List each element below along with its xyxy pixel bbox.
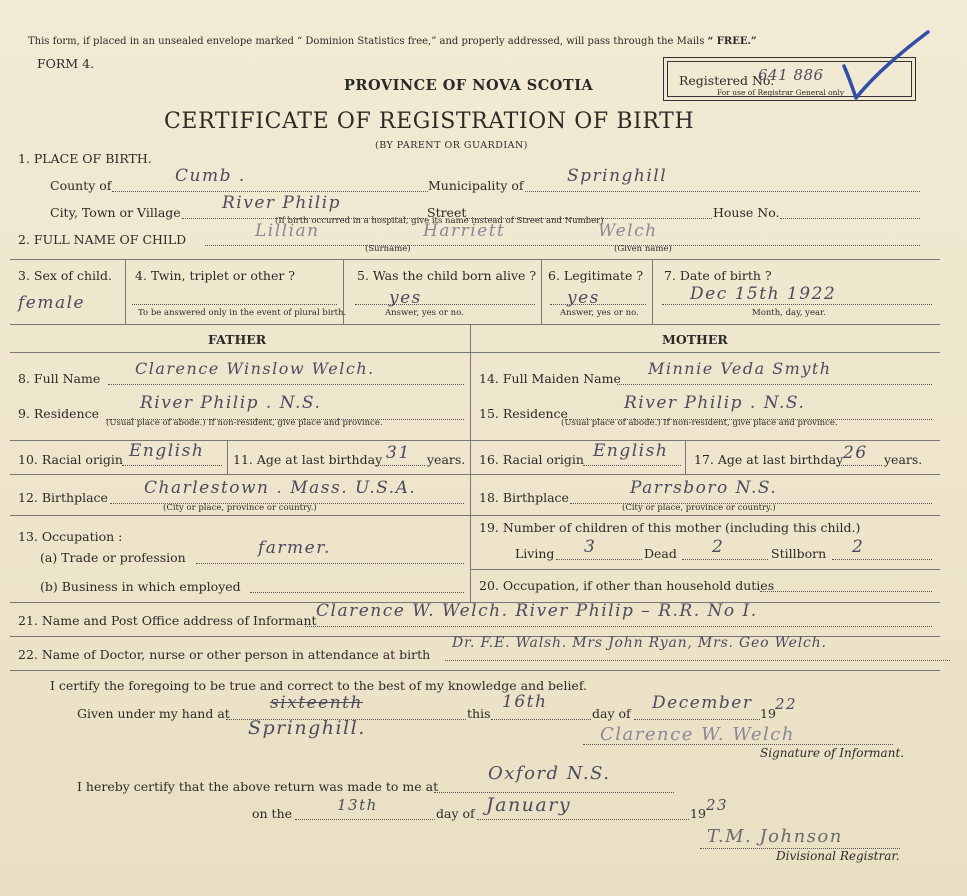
occupation-label: 13. Occupation : xyxy=(18,529,123,544)
registrar-use-note: For use of Registrar General only xyxy=(717,88,845,97)
registration-month-value: January xyxy=(486,794,572,816)
hospital-note: (If birth occurred in a hospital, give its name instead of Street and Number) xyxy=(275,216,604,226)
child-name-label: 2. FULL NAME OF CHILD xyxy=(18,232,187,247)
given-place-value: Springhill. xyxy=(248,717,366,739)
mother-birthplace-note: (City or place, province or country.) xyxy=(622,503,776,513)
father-age-label: 11. Age at last birthday xyxy=(233,452,383,467)
doctor-label: 22. Name of Doctor, nurse or other person in attendance at birth xyxy=(18,647,431,662)
child-surname: Welch xyxy=(598,221,658,241)
certify-statement: I certify the foregoing to be true and correct to the best of my knowledge and belief. xyxy=(50,678,587,693)
legitimate-note: Answer, yes or no. xyxy=(560,308,639,318)
father-heading: FATHER xyxy=(208,332,267,347)
mail-notice-free: “ FREE.” xyxy=(707,36,757,47)
informant-signature: Clarence W. Welch xyxy=(600,724,795,745)
form-number: FORM 4. xyxy=(37,56,95,71)
municipality-value: Springhill xyxy=(567,166,668,186)
father-years: years. xyxy=(427,452,466,467)
mother-residence-value: River Philip . N.S. xyxy=(624,393,806,413)
sex-label: 3. Sex of child. xyxy=(18,268,113,283)
mother-name-value: Minnie Veda Smyth xyxy=(648,359,832,378)
informant-label: 21. Name and Post Office address of Informant xyxy=(18,613,317,628)
children-count-label: 19. Number of children of this mother (including this child.) xyxy=(479,520,861,535)
dob-label: 7. Date of birth ? xyxy=(664,268,772,283)
father-birthplace-value: Charlestown . Mass. U.S.A. xyxy=(144,478,417,498)
county-label: County of xyxy=(50,178,112,193)
surname-caption: (Surname) xyxy=(365,244,411,254)
father-name-label: 8. Full Name xyxy=(18,371,101,386)
legitimate-label: 6. Legitimate ? xyxy=(548,268,644,283)
alive-note: Answer, yes or no. xyxy=(385,308,464,318)
registrar-caption: Divisional Registrar. xyxy=(776,849,900,863)
this-label: this xyxy=(467,706,491,721)
sex-value: female xyxy=(18,293,86,313)
day-of-label-2: day of xyxy=(436,806,475,821)
living-label: Living xyxy=(515,546,555,561)
registrar-signature: T.M. Johnson xyxy=(707,826,843,847)
given-name-caption: (Given name) xyxy=(614,244,672,254)
mother-occupation-label: 20. Occupation, if other than household duties xyxy=(479,578,775,593)
stillborn-value: 2 xyxy=(852,537,865,557)
mother-birthplace-value: Parrsboro N.S. xyxy=(630,478,778,498)
father-residence-label: 9. Residence xyxy=(18,406,99,421)
legitimate-value: yes xyxy=(567,288,600,308)
given-struck-word: sixteenth xyxy=(270,693,363,713)
mail-notice-text: This form, if placed in an unsealed envelope marked “ Dominion Statistics free,” and properly addressed, will pass through the Mails xyxy=(28,36,705,47)
living-value: 3 xyxy=(584,537,597,557)
city-value: River Philip xyxy=(222,193,342,213)
mother-racial-value: English xyxy=(593,441,669,461)
county-value: Cumb . xyxy=(175,166,246,186)
house-label: House No. xyxy=(713,205,780,220)
registrar-place-value: Oxford N.S. xyxy=(488,763,611,784)
trade-label: (a) Trade or profession xyxy=(40,550,186,565)
registration-day-value: 13th xyxy=(337,796,378,814)
business-label: (b) Business in which employed xyxy=(40,579,241,594)
registrar-statement: I hereby certify that the above return was made to me at xyxy=(77,779,439,794)
father-residence-value: River Philip . N.S. xyxy=(140,393,322,413)
day-of-label: day of xyxy=(592,706,631,721)
mail-notice xyxy=(28,36,757,47)
mother-birthplace-label: 18. Birthplace xyxy=(479,490,569,505)
mother-heading: MOTHER xyxy=(662,332,728,347)
registration-year-value: 23 xyxy=(706,796,729,814)
year-prefix: 19 xyxy=(760,706,776,721)
father-birthplace-note: (City or place, province or country.) xyxy=(163,503,317,513)
on-the-label: on the xyxy=(252,806,293,821)
father-residence-note: (Usual place of abode.) If non-resident, give place and province. xyxy=(106,418,383,428)
child-given-name: Lillian xyxy=(255,221,320,241)
street-label: Street xyxy=(427,205,467,220)
stillborn-label: Stillborn xyxy=(771,546,827,561)
trade-value: farmer. xyxy=(258,538,331,558)
page-title: CERTIFICATE OF REGISTRATION OF BIRTH xyxy=(164,109,695,134)
registration-year-prefix: 19 xyxy=(690,806,706,821)
father-racial-value: English xyxy=(129,441,205,461)
mother-name-label: 14. Full Maiden Name xyxy=(479,371,621,386)
province-heading: PROVINCE OF NOVA SCOTIA xyxy=(344,77,594,94)
father-racial-label: 10. Racial origin xyxy=(18,452,123,467)
dob-note: Month, day, year. xyxy=(752,308,826,318)
alive-value: yes xyxy=(389,288,422,308)
father-birthplace-label: 12. Birthplace xyxy=(18,490,108,505)
municipality-label: Municipality of xyxy=(428,178,524,193)
mother-racial-label: 16. Racial origin xyxy=(479,452,584,467)
twin-label: 4. Twin, triplet or other ? xyxy=(135,268,295,283)
informant-value: Clarence W. Welch. River Philip – R.R. No I. xyxy=(316,601,758,621)
father-age-value: 31 xyxy=(386,443,411,463)
mother-age-value: 26 xyxy=(843,443,868,463)
twin-note: To be answered only in the event of plural birth. xyxy=(138,308,347,318)
mother-years: years. xyxy=(884,452,923,467)
alive-label: 5. Was the child born alive ? xyxy=(357,268,537,283)
father-name-value: Clarence Winslow Welch. xyxy=(135,359,375,378)
mother-residence-label: 15. Residence xyxy=(479,406,568,421)
year-value: 22 xyxy=(775,695,798,713)
doctor-value: Dr. F.E. Walsh. Mrs John Ryan, Mrs. Geo Welch. xyxy=(452,635,827,651)
dead-value: 2 xyxy=(712,537,725,557)
signature-caption: Signature of Informant. xyxy=(760,746,905,760)
mother-age-label: 17. Age at last birthday xyxy=(694,452,844,467)
this-day-value: 16th xyxy=(502,692,548,712)
dead-label: Dead xyxy=(644,546,677,561)
month-value: December xyxy=(652,693,753,713)
registered-label: Registered No. xyxy=(679,73,775,88)
given-label: Given under my hand at xyxy=(77,706,230,721)
mother-residence-note: (Usual place of abode.) If non-resident, give place and province. xyxy=(561,418,838,428)
place-heading: 1. PLACE OF BIRTH. xyxy=(18,151,152,166)
dob-value: Dec 15th 1922 xyxy=(690,284,837,304)
page-subtitle: (BY PARENT OR GUARDIAN) xyxy=(375,140,528,151)
city-label: City, Town or Village xyxy=(50,205,181,220)
child-middle-name: Harriett xyxy=(423,221,506,241)
check-mark-icon xyxy=(830,28,940,108)
registered-number: 641 886 xyxy=(758,66,824,84)
